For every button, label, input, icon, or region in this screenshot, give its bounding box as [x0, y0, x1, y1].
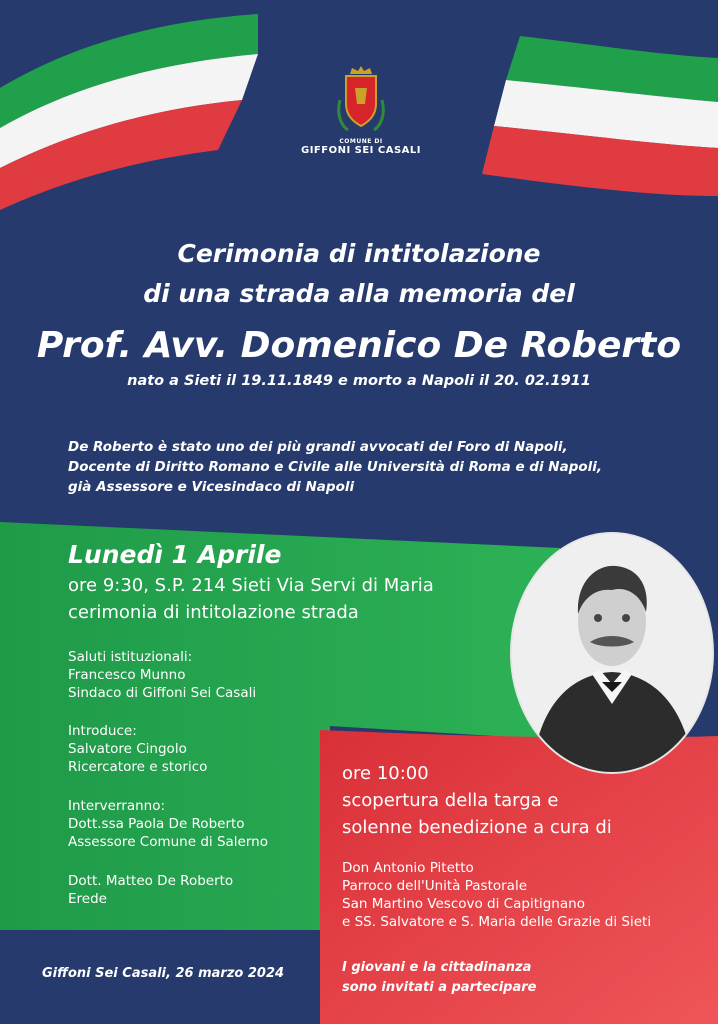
comune-di-label: COMUNE DI [339, 138, 383, 145]
left-flag-ribbon [0, 14, 258, 210]
portrait-figure-icon [512, 534, 712, 772]
event2-time: ore 10:00 [342, 763, 429, 784]
honoree-name: Prof. Avv. Domenico De Roberto [36, 325, 682, 366]
bio-block [68, 437, 602, 497]
speaker-role: Saluti istituzionali: [68, 649, 193, 665]
municipality-name: GIFFONI SEI CASALI [300, 145, 421, 156]
speaker-title: Ricercatore e storico [68, 759, 208, 775]
invite-line: sono invitati a partecipare [342, 980, 537, 995]
speaker-block [68, 797, 268, 851]
speaker-title: Sindaco di Giffoni Sei Casali [68, 685, 257, 701]
celebrant-block [342, 859, 651, 931]
coat-of-arms-icon [300, 64, 422, 136]
celebrant-line: Don Antonio Pitetto [342, 860, 474, 876]
speaker-title: Erede [68, 891, 107, 907]
honoree-life-dates: nato a Sieti il 19.11.1849 e morto a Napoli il 20. 02.1911 [127, 373, 591, 389]
bio-line: Docente di Diritto Romano e Civile alle Università di Roma e di Napoli, [68, 459, 603, 475]
speaker-block [68, 722, 207, 776]
speaker-block [68, 648, 256, 702]
title-line-1: Cerimonia di intitolazione [177, 239, 541, 268]
celebrant-line: e SS. Salvatore e S. Maria delle Grazie di Sieti [342, 914, 652, 930]
event2-line: solenne benedizione a cura di [342, 817, 612, 838]
invite-line: I giovani e la cittadinanza [342, 960, 532, 975]
event-date: Lunedì 1 Aprile [68, 540, 282, 569]
event2-line: scopertura della targa e [342, 790, 559, 811]
speaker-name: Dott. Matteo De Roberto [68, 873, 234, 889]
event-description: cerimonia di intitolazione strada [68, 602, 359, 623]
portrait [510, 532, 714, 774]
speaker-title: Assessore Comune di Salerno [68, 834, 268, 850]
municipal-crest [300, 64, 422, 164]
footer-place-date: Giffoni Sei Casali, 26 marzo 2024 [42, 966, 285, 981]
speaker-block [68, 872, 233, 908]
event-time-place: ore 9:30, S.P. 214 Sieti Via Servi di Maria [68, 575, 434, 596]
speaker-name: Salvatore Cingolo [68, 741, 187, 757]
speaker-name: Dott.ssa Paola De Roberto [68, 816, 245, 832]
bio-line: già Assessore e Vicesindaco di Napoli [68, 479, 355, 495]
footer-invite [342, 958, 537, 998]
celebrant-line: San Martino Vescovo di Capitignano [342, 896, 585, 912]
event2-block [342, 760, 612, 841]
bio-line: De Roberto è stato uno dei più grandi avvocati del Foro di Napoli, [68, 439, 568, 455]
right-flag-ribbon [482, 36, 718, 196]
celebrant-line: Parroco dell'Unità Pastorale [342, 878, 528, 894]
speaker-role: Introduce: [68, 723, 137, 739]
title-line-2: di una strada alla memoria del [143, 279, 575, 308]
speaker-name: Francesco Munno [68, 667, 186, 683]
speaker-role: Interverranno: [68, 798, 166, 814]
